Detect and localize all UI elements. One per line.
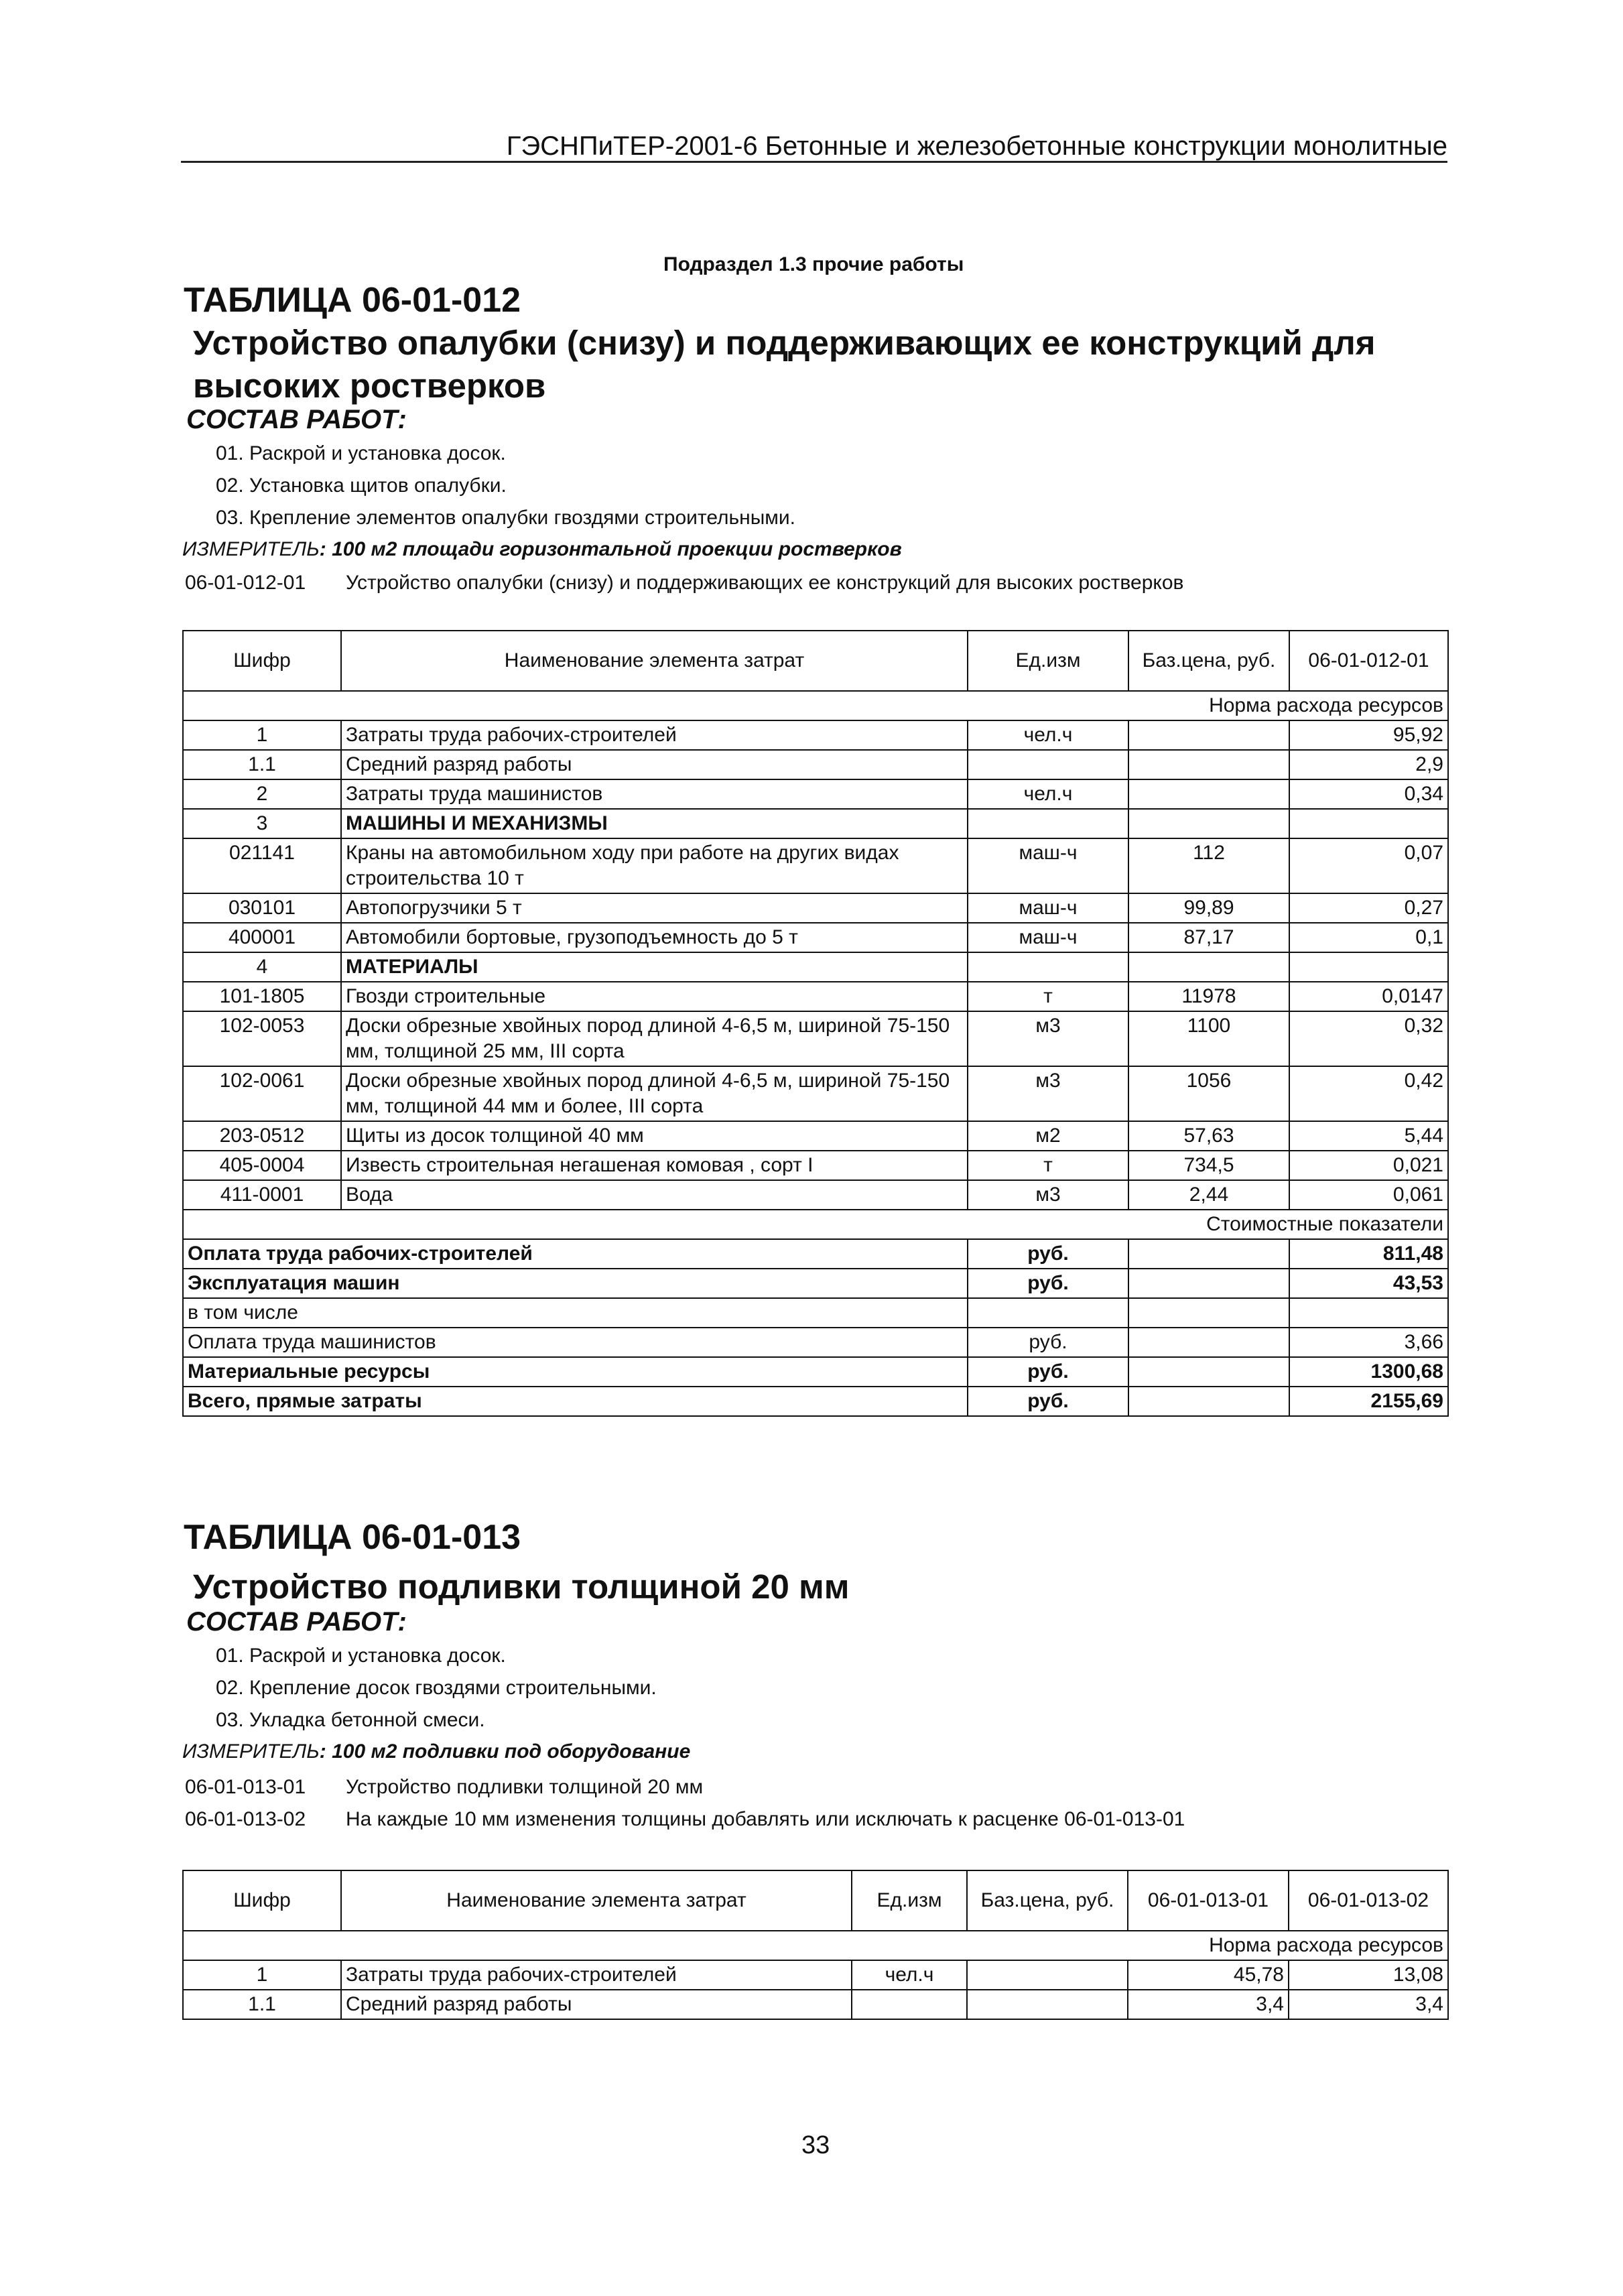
header-unit: Ед.изм: [968, 631, 1128, 691]
table-2-work-item: 03. Укладка бетонной смеси.: [216, 1709, 485, 1731]
cell-price: 99,89: [1128, 893, 1289, 923]
cell-name: Средний разряд работы: [341, 750, 968, 779]
cell-shifr: 021141: [183, 838, 341, 893]
cell-shifr: 2: [183, 779, 341, 809]
cell-name: Доски обрезные хвойных пород длиной 4-6,5 м, шириной 75-150 мм, толщиной 44 мм и более, III сорта: [341, 1066, 968, 1121]
table-row: [183, 838, 1448, 893]
table-row: [183, 893, 1448, 923]
cell-value: 0,27: [1289, 893, 1448, 923]
cell-unit: м2: [968, 1121, 1128, 1151]
cell-shifr: 1.1: [183, 750, 341, 779]
cost-unit: руб.: [968, 1357, 1128, 1387]
cell-value: [1289, 952, 1448, 982]
header-col2: 06-01-013-02: [1289, 1870, 1448, 1931]
cost-empty: [1128, 1387, 1289, 1416]
cost-name: Материальные ресурсы: [183, 1357, 968, 1387]
cell-name: Гвозди строительные: [341, 982, 968, 1011]
norma-label: Норма расхода ресурсов: [183, 1931, 1448, 1960]
table-row: [183, 952, 1448, 982]
header-name: Наименование элемента затрат: [341, 631, 968, 691]
cell-value: 95,92: [1289, 720, 1448, 750]
cell-price: 87,17: [1128, 923, 1289, 952]
cell-unit: маш-ч: [968, 923, 1128, 952]
cell-unit: чел.ч: [968, 720, 1128, 750]
norma-row: [183, 691, 1448, 720]
cost-name: Оплата труда машинистов: [183, 1328, 968, 1357]
page-number: 33: [801, 2131, 830, 2159]
code-text: Устройство подливки толщиной 20 мм: [346, 1776, 704, 1798]
cell-name: Доски обрезные хвойных пород длиной 4-6,5 м, шириной 75-150 мм, толщиной 25 мм, III сорта: [341, 1011, 968, 1066]
cell-price: 112: [1128, 838, 1289, 893]
table-2-code-line: [185, 1808, 1185, 1831]
cost-name: Всего, прямые затраты: [183, 1387, 968, 1416]
table-row: [183, 750, 1448, 779]
cell-price: [1128, 720, 1289, 750]
cell-value: 0,1: [1289, 923, 1448, 952]
header-name: Наименование элемента затрат: [341, 1870, 852, 1931]
cell-shifr: 1: [183, 720, 341, 750]
cell-price: 57,63: [1128, 1121, 1289, 1151]
table-1-work-item: 03. Крепление элементов опалубки гвоздями строительными.: [216, 507, 795, 529]
cost-name: Эксплуатация машин: [183, 1269, 968, 1298]
table-row: [183, 1960, 1448, 1990]
cell-value-1: 45,78: [1128, 1960, 1289, 1990]
meter-label: ИЗМЕРИТЕЛЬ: [182, 538, 320, 560]
table-1-work-item: 02. Установка щитов опалубки.: [216, 474, 507, 497]
table-row: [183, 923, 1448, 952]
cell-unit: [968, 952, 1128, 982]
norma-row: [183, 1931, 1448, 1960]
resource-table-2: [182, 1870, 1449, 2020]
table-1-meter: [182, 538, 902, 561]
cell-name: Затраты труда рабочих-строителей: [341, 1960, 852, 1990]
cost-unit: руб.: [968, 1328, 1128, 1357]
cell-value: 0,07: [1289, 838, 1448, 893]
table-2-meter: [182, 1740, 690, 1763]
cell-price: [1128, 809, 1289, 838]
cell-unit: [968, 809, 1128, 838]
table-2-description: Устройство подливки толщиной 20 мм: [193, 1568, 850, 1606]
table-2-work-heading: СОСТАВ РАБОТ:: [186, 1607, 407, 1637]
cell-value: 5,44: [1289, 1121, 1448, 1151]
cell-shifr: 3: [183, 809, 341, 838]
header-col1: 06-01-012-01: [1289, 631, 1448, 691]
cell-value-2: 13,08: [1289, 1960, 1448, 1990]
code: 06-01-013-01: [185, 1776, 306, 1798]
meter-value: : 100 м2 площади горизонтальной проекции ростверков: [319, 538, 902, 560]
cell-value-2: 3,4: [1289, 1990, 1448, 2019]
cost-row: [183, 1357, 1448, 1387]
document-header: ГЭСНПиТЕР-2001-6 Бетонные и железобетонные конструкции монолитные: [506, 131, 1447, 161]
cell-unit: м3: [968, 1066, 1128, 1121]
cell-unit: [852, 1990, 967, 2019]
cell-value: 0,32: [1289, 1011, 1448, 1066]
header-price: Баз.цена, руб.: [967, 1870, 1128, 1931]
table-row: [183, 779, 1448, 809]
meter-value: : 100 м2 подливки под оборудование: [319, 1740, 691, 1763]
cell-name: Средний разряд работы: [341, 1990, 852, 2019]
table-row: [183, 1990, 1448, 2019]
cell-unit: маш-ч: [968, 893, 1128, 923]
cell-shifr: 101-1805: [183, 982, 341, 1011]
cost-row: [183, 1269, 1448, 1298]
table-1-title: ТАБЛИЦА 06-01-012: [184, 281, 521, 320]
cell-value: 0,061: [1289, 1180, 1448, 1210]
cell-price: 734,5: [1128, 1151, 1289, 1180]
cell-unit: м3: [968, 1180, 1128, 1210]
cost-row: [183, 1298, 1448, 1328]
header-col1: 06-01-013-01: [1128, 1870, 1289, 1931]
table-2-work-item: 02. Крепление досок гвоздями строительными.: [216, 1677, 657, 1699]
table-row: [183, 1066, 1448, 1121]
cell-name: Автопогрузчики 5 т: [341, 893, 968, 923]
cell-name: Затраты труда рабочих-строителей: [341, 720, 968, 750]
header-shifr: Шифр: [183, 1870, 341, 1931]
cell-unit: маш-ч: [968, 838, 1128, 893]
table-1-work-heading: СОСТАВ РАБОТ:: [186, 405, 407, 434]
cost-name: в том числе: [183, 1298, 968, 1328]
cell-price: [1128, 779, 1289, 809]
table-header-row: [183, 1870, 1448, 1931]
cell-shifr: 4: [183, 952, 341, 982]
table-2-work-item: 01. Раскрой и установка досок.: [216, 1645, 506, 1667]
cell-value: 0,34: [1289, 779, 1448, 809]
cell-name: МАТЕРИАЛЫ: [341, 952, 968, 982]
cost-name: Оплата труда рабочих-строителей: [183, 1239, 968, 1269]
cost-value: 43,53: [1289, 1269, 1448, 1298]
norma-label: Норма расхода ресурсов: [183, 691, 1448, 720]
cell-unit: м3: [968, 1011, 1128, 1066]
cost-empty: [1128, 1328, 1289, 1357]
cell-price: [1128, 952, 1289, 982]
cell-price: 1056: [1128, 1066, 1289, 1121]
cell-unit: т: [968, 982, 1128, 1011]
cell-price: 1100: [1128, 1011, 1289, 1066]
cell-value: [1289, 809, 1448, 838]
table-row: [183, 720, 1448, 750]
cell-shifr: 400001: [183, 923, 341, 952]
table-1-work-item: 01. Раскрой и установка досок.: [216, 442, 506, 464]
table-1-description: Устройство опалубки (снизу) и поддерживающих ее конструкций для высоких ростверков: [193, 324, 1376, 405]
cost-unit: руб.: [968, 1239, 1128, 1269]
cell-shifr: 102-0061: [183, 1066, 341, 1121]
cost-empty: [1128, 1239, 1289, 1269]
cost-empty: [1128, 1298, 1289, 1328]
cell-shifr: 411-0001: [183, 1180, 341, 1210]
code: 06-01-012-01: [185, 572, 306, 594]
cell-shifr: 405-0004: [183, 1151, 341, 1180]
cost-row: [183, 1239, 1448, 1269]
stoim-label: Стоимостные показатели: [183, 1210, 1448, 1239]
cost-unit: руб.: [968, 1269, 1128, 1298]
table-1-code-line: [185, 572, 1183, 594]
cost-value: 811,48: [1289, 1239, 1448, 1269]
stoim-row: [183, 1210, 1448, 1239]
cell-shifr: 203-0512: [183, 1121, 341, 1151]
table-row: [183, 1121, 1448, 1151]
cell-value: 0,0147: [1289, 982, 1448, 1011]
cell-unit: чел.ч: [968, 779, 1128, 809]
cost-row: [183, 1387, 1448, 1416]
cell-unit: чел.ч: [852, 1960, 967, 1990]
subsection-title: Подраздел 1.3 прочие работы: [663, 253, 964, 275]
cost-value: [1289, 1298, 1448, 1328]
table-row: [183, 1180, 1448, 1210]
cell-name: Затраты труда машинистов: [341, 779, 968, 809]
cell-price: 2,44: [1128, 1180, 1289, 1210]
header-price: Баз.цена, руб.: [1128, 631, 1289, 691]
cost-empty: [1128, 1357, 1289, 1387]
cell-shifr: 102-0053: [183, 1011, 341, 1066]
cost-unit: руб.: [968, 1387, 1128, 1416]
table-2-title: ТАБЛИЦА 06-01-013: [184, 1518, 521, 1557]
code-text: Устройство опалубки (снизу) и поддерживающих ее конструкций для высоких ростверков: [346, 572, 1184, 594]
cost-empty: [1128, 1269, 1289, 1298]
table-row: [183, 1151, 1448, 1180]
cell-name: Известь строительная негашеная комовая , сорт I: [341, 1151, 968, 1180]
cell-value: 0,42: [1289, 1066, 1448, 1121]
meter-label: ИЗМЕРИТЕЛЬ: [182, 1740, 320, 1763]
cost-row: [183, 1328, 1448, 1357]
code: 06-01-013-02: [185, 1808, 306, 1830]
cell-price: 11978: [1128, 982, 1289, 1011]
cell-price: [1128, 750, 1289, 779]
resource-table-1: [182, 630, 1449, 1417]
cell-value: 2,9: [1289, 750, 1448, 779]
table-2-code-line: [185, 1776, 703, 1799]
table-header-row: [183, 631, 1448, 691]
cost-value: 3,66: [1289, 1328, 1448, 1357]
cell-name: МАШИНЫ И МЕХАНИЗМЫ: [341, 809, 968, 838]
cost-value: 1300,68: [1289, 1357, 1448, 1387]
cell-shifr: 030101: [183, 893, 341, 923]
cell-name: Краны на автомобильном ходу при работе на других видах строительства 10 т: [341, 838, 968, 893]
cell-value: 0,021: [1289, 1151, 1448, 1180]
table-row: [183, 982, 1448, 1011]
cell-unit: [968, 750, 1128, 779]
cell-name: Автомобили бортовые, грузоподъемность до 5 т: [341, 923, 968, 952]
cell-name: Вода: [341, 1180, 968, 1210]
cost-unit: [968, 1298, 1128, 1328]
cell-price: [967, 1960, 1128, 1990]
header-shifr: Шифр: [183, 631, 341, 691]
cell-value-1: 3,4: [1128, 1990, 1289, 2019]
cell-price: [967, 1990, 1128, 2019]
table-row: [183, 1011, 1448, 1066]
cost-value: 2155,69: [1289, 1387, 1448, 1416]
cell-name: Щиты из досок толщиной 40 мм: [341, 1121, 968, 1151]
cell-shifr: 1.1: [183, 1990, 341, 2019]
table-row: [183, 809, 1448, 838]
header-unit: Ед.изм: [852, 1870, 967, 1931]
code-text: На каждые 10 мм изменения толщины добавлять или исключать к расценке 06-01-013-01: [346, 1808, 1185, 1830]
cell-unit: т: [968, 1151, 1128, 1180]
cell-shifr: 1: [183, 1960, 341, 1990]
